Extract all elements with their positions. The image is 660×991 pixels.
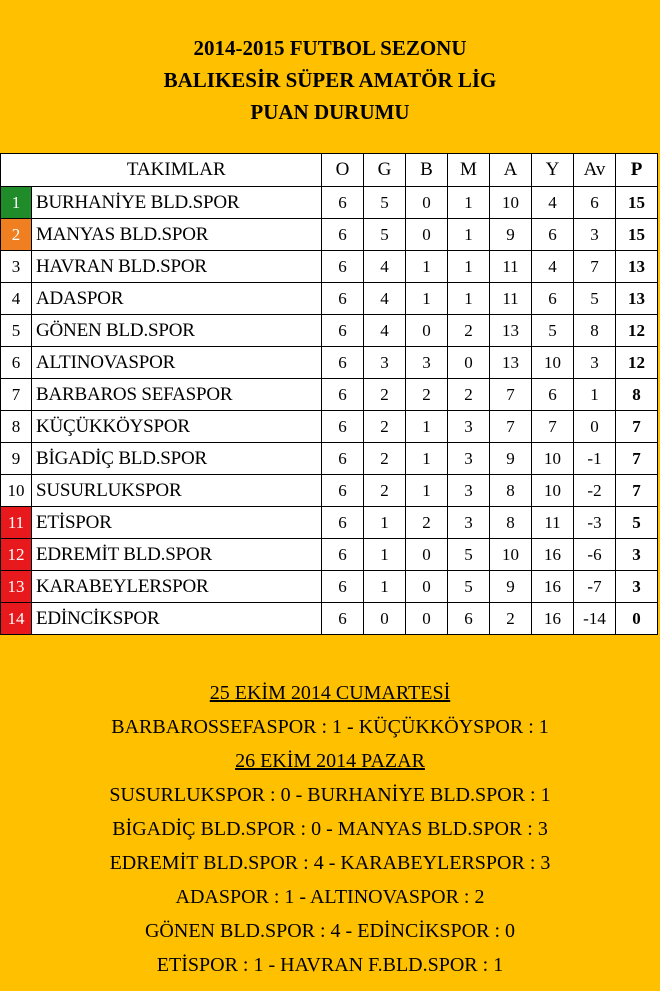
points-cell: 7 bbox=[616, 475, 658, 507]
goals-against-cell: 10 bbox=[532, 347, 574, 379]
goals-against-cell: 4 bbox=[532, 251, 574, 283]
rank-cell: 10 bbox=[1, 475, 32, 507]
won-cell: 2 bbox=[364, 475, 406, 507]
lost-cell: 2 bbox=[448, 379, 490, 411]
column-header-goal-difference: Av bbox=[574, 154, 616, 187]
goals-against-cell: 6 bbox=[532, 379, 574, 411]
points-cell: 15 bbox=[616, 187, 658, 219]
goal-difference-cell: 1 bbox=[574, 379, 616, 411]
won-cell: 3 bbox=[364, 347, 406, 379]
column-header-won: G bbox=[364, 154, 406, 187]
drawn-cell: 2 bbox=[406, 379, 448, 411]
goals-for-cell: 7 bbox=[490, 411, 532, 443]
rank-cell: 3 bbox=[1, 251, 32, 283]
match-result: SUSURLUKSPOR : 0 - BURHANİYE BLD.SPOR : 1 bbox=[109, 784, 551, 806]
match-result: BİGADİÇ BLD.SPOR : 0 - MANYAS BLD.SPOR : 3 bbox=[112, 818, 548, 840]
drawn-cell: 1 bbox=[406, 283, 448, 315]
goals-for-cell: 7 bbox=[490, 379, 532, 411]
goals-against-cell: 6 bbox=[532, 283, 574, 315]
points-cell: 8 bbox=[616, 379, 658, 411]
column-header-points: P bbox=[616, 154, 658, 187]
goals-against-cell: 4 bbox=[532, 187, 574, 219]
match-result: ADASPOR : 1 - ALTINOVASPOR : 2 bbox=[175, 886, 485, 908]
goals-for-cell: 13 bbox=[490, 315, 532, 347]
rank-cell: 14 bbox=[1, 603, 32, 635]
rank-cell: 5 bbox=[1, 315, 32, 347]
points-cell: 13 bbox=[616, 251, 658, 283]
played-cell: 6 bbox=[322, 251, 364, 283]
team-name-cell: MANYAS BLD.SPOR bbox=[32, 219, 322, 251]
goals-against-cell: 11 bbox=[532, 507, 574, 539]
points-cell: 3 bbox=[616, 539, 658, 571]
team-name-cell: ETİSPOR bbox=[32, 507, 322, 539]
team-name-cell: ADASPOR bbox=[32, 283, 322, 315]
table-row bbox=[1, 507, 658, 539]
points-cell: 12 bbox=[616, 347, 658, 379]
won-cell: 2 bbox=[364, 379, 406, 411]
table-row bbox=[1, 571, 658, 603]
team-name-cell: GÖNEN BLD.SPOR bbox=[32, 315, 322, 347]
goal-difference-cell: 5 bbox=[574, 283, 616, 315]
team-name-cell: ALTINOVASPOR bbox=[32, 347, 322, 379]
table-row bbox=[1, 219, 658, 251]
sheet-header bbox=[0, 0, 660, 153]
table-header-row bbox=[1, 154, 658, 187]
goals-against-cell: 10 bbox=[532, 443, 574, 475]
points-cell: 3 bbox=[616, 571, 658, 603]
goals-against-cell: 7 bbox=[532, 411, 574, 443]
lost-cell: 1 bbox=[448, 251, 490, 283]
drawn-cell: 0 bbox=[406, 315, 448, 347]
played-cell: 6 bbox=[322, 603, 364, 635]
goals-for-cell: 13 bbox=[490, 347, 532, 379]
team-name-cell: KARABEYLERSPOR bbox=[32, 571, 322, 603]
table-row bbox=[1, 539, 658, 571]
league-title: BALIKESİR SÜPER AMATÖR LİG bbox=[163, 67, 497, 92]
goals-for-cell: 11 bbox=[490, 283, 532, 315]
goal-difference-cell: -1 bbox=[574, 443, 616, 475]
points-cell: 15 bbox=[616, 219, 658, 251]
rank-cell: 12 bbox=[1, 539, 32, 571]
rank-cell: 4 bbox=[1, 283, 32, 315]
drawn-cell: 2 bbox=[406, 507, 448, 539]
column-header-drawn: B bbox=[406, 154, 448, 187]
team-name-cell: EDREMİT BLD.SPOR bbox=[32, 539, 322, 571]
drawn-cell: 1 bbox=[406, 475, 448, 507]
won-cell: 5 bbox=[364, 187, 406, 219]
drawn-cell: 0 bbox=[406, 219, 448, 251]
rank-cell: 1 bbox=[1, 187, 32, 219]
played-cell: 6 bbox=[322, 187, 364, 219]
won-cell: 5 bbox=[364, 219, 406, 251]
match-result: GÖNEN BLD.SPOR : 4 - EDİNCİKSPOR : 0 bbox=[144, 920, 516, 942]
lost-cell: 1 bbox=[448, 219, 490, 251]
goals-for-cell: 9 bbox=[490, 443, 532, 475]
drawn-cell: 0 bbox=[406, 187, 448, 219]
match-result: BARBAROSSEFASPOR : 1 - KÜÇÜKKÖYSPOR : 1 bbox=[111, 716, 549, 738]
season-title: 2014-2015 FUTBOL SEZONU bbox=[193, 35, 467, 60]
won-cell: 4 bbox=[364, 251, 406, 283]
drawn-cell: 1 bbox=[406, 443, 448, 475]
won-cell: 1 bbox=[364, 571, 406, 603]
goal-difference-cell: -14 bbox=[574, 603, 616, 635]
won-cell: 1 bbox=[364, 539, 406, 571]
rank-header bbox=[1, 154, 32, 187]
lost-cell: 3 bbox=[448, 411, 490, 443]
matchday-date: 25 EKİM 2014 CUMARTESİ bbox=[209, 682, 451, 704]
lost-cell: 1 bbox=[448, 187, 490, 219]
won-cell: 0 bbox=[364, 603, 406, 635]
goal-difference-cell: 3 bbox=[574, 347, 616, 379]
lost-cell: 0 bbox=[448, 347, 490, 379]
points-cell: 13 bbox=[616, 283, 658, 315]
goal-difference-cell: -7 bbox=[574, 571, 616, 603]
drawn-cell: 0 bbox=[406, 603, 448, 635]
goals-against-cell: 16 bbox=[532, 603, 574, 635]
points-cell: 12 bbox=[616, 315, 658, 347]
table-row bbox=[1, 411, 658, 443]
table-row bbox=[1, 379, 658, 411]
played-cell: 6 bbox=[322, 315, 364, 347]
goals-for-cell: 9 bbox=[490, 571, 532, 603]
match-results bbox=[0, 676, 660, 982]
lost-cell: 3 bbox=[448, 507, 490, 539]
points-cell: 7 bbox=[616, 443, 658, 475]
rank-cell: 2 bbox=[1, 219, 32, 251]
points-cell: 0 bbox=[616, 603, 658, 635]
table-row bbox=[1, 603, 658, 635]
table-row bbox=[1, 251, 658, 283]
played-cell: 6 bbox=[322, 219, 364, 251]
team-name-cell: BİGADİÇ BLD.SPOR bbox=[32, 443, 322, 475]
column-header-team: TAKIMLAR bbox=[32, 154, 322, 187]
goals-for-cell: 8 bbox=[490, 507, 532, 539]
column-header-goals-against: Y bbox=[532, 154, 574, 187]
goal-difference-cell: 7 bbox=[574, 251, 616, 283]
lost-cell: 5 bbox=[448, 571, 490, 603]
team-name-cell: BARBAROS SEFASPOR bbox=[32, 379, 322, 411]
match-result: ETİSPOR : 1 - HAVRAN F.BLD.SPOR : 1 bbox=[156, 954, 504, 976]
goal-difference-cell: 6 bbox=[574, 187, 616, 219]
played-cell: 6 bbox=[322, 411, 364, 443]
rank-cell: 7 bbox=[1, 379, 32, 411]
goal-difference-cell: -6 bbox=[574, 539, 616, 571]
won-cell: 1 bbox=[364, 507, 406, 539]
team-name-cell: SUSURLUKSPOR bbox=[32, 475, 322, 507]
table-row bbox=[1, 315, 658, 347]
goals-against-cell: 16 bbox=[532, 571, 574, 603]
standings-body bbox=[1, 187, 658, 635]
played-cell: 6 bbox=[322, 475, 364, 507]
won-cell: 4 bbox=[364, 283, 406, 315]
lost-cell: 1 bbox=[448, 283, 490, 315]
match-result: EDREMİT BLD.SPOR : 4 - KARABEYLERSPOR : 3 bbox=[109, 852, 551, 874]
goals-for-cell: 9 bbox=[490, 219, 532, 251]
team-name-cell: KÜÇÜKKÖYSPOR bbox=[32, 411, 322, 443]
played-cell: 6 bbox=[322, 443, 364, 475]
goals-against-cell: 10 bbox=[532, 475, 574, 507]
goals-for-cell: 10 bbox=[490, 539, 532, 571]
matchday-date: 26 EKİM 2014 PAZAR bbox=[235, 750, 425, 772]
team-name-cell: BURHANİYE BLD.SPOR bbox=[32, 187, 322, 219]
lost-cell: 5 bbox=[448, 539, 490, 571]
won-cell: 4 bbox=[364, 315, 406, 347]
table-row bbox=[1, 283, 658, 315]
drawn-cell: 0 bbox=[406, 571, 448, 603]
goal-difference-cell: 0 bbox=[574, 411, 616, 443]
rank-cell: 8 bbox=[1, 411, 32, 443]
won-cell: 2 bbox=[364, 443, 406, 475]
drawn-cell: 3 bbox=[406, 347, 448, 379]
drawn-cell: 1 bbox=[406, 251, 448, 283]
played-cell: 6 bbox=[322, 507, 364, 539]
played-cell: 6 bbox=[322, 379, 364, 411]
played-cell: 6 bbox=[322, 347, 364, 379]
played-cell: 6 bbox=[322, 539, 364, 571]
rank-cell: 6 bbox=[1, 347, 32, 379]
goal-difference-cell: -3 bbox=[574, 507, 616, 539]
goals-for-cell: 2 bbox=[490, 603, 532, 635]
won-cell: 2 bbox=[364, 411, 406, 443]
played-cell: 6 bbox=[322, 571, 364, 603]
goal-difference-cell: 8 bbox=[574, 315, 616, 347]
goal-difference-cell: 3 bbox=[574, 219, 616, 251]
table-row bbox=[1, 347, 658, 379]
goals-for-cell: 8 bbox=[490, 475, 532, 507]
lost-cell: 2 bbox=[448, 315, 490, 347]
team-name-cell: EDİNCİKSPOR bbox=[32, 603, 322, 635]
goals-for-cell: 11 bbox=[490, 251, 532, 283]
played-cell: 6 bbox=[322, 283, 364, 315]
rank-cell: 11 bbox=[1, 507, 32, 539]
team-name-cell: HAVRAN BLD.SPOR bbox=[32, 251, 322, 283]
rank-cell: 9 bbox=[1, 443, 32, 475]
table-row bbox=[1, 187, 658, 219]
column-header-goals-for: A bbox=[490, 154, 532, 187]
lost-cell: 3 bbox=[448, 475, 490, 507]
rank-cell: 13 bbox=[1, 571, 32, 603]
goal-difference-cell: -2 bbox=[574, 475, 616, 507]
goals-for-cell: 10 bbox=[490, 187, 532, 219]
column-header-played: O bbox=[322, 154, 364, 187]
column-header-lost: M bbox=[448, 154, 490, 187]
goals-against-cell: 6 bbox=[532, 219, 574, 251]
goals-against-cell: 5 bbox=[532, 315, 574, 347]
points-cell: 7 bbox=[616, 411, 658, 443]
standings-title: PUAN DURUMU bbox=[250, 99, 410, 124]
goals-against-cell: 16 bbox=[532, 539, 574, 571]
drawn-cell: 1 bbox=[406, 411, 448, 443]
table-row bbox=[1, 443, 658, 475]
lost-cell: 3 bbox=[448, 443, 490, 475]
drawn-cell: 0 bbox=[406, 539, 448, 571]
table-row bbox=[1, 475, 658, 507]
standings-table bbox=[0, 153, 658, 635]
points-cell: 5 bbox=[616, 507, 658, 539]
lost-cell: 6 bbox=[448, 603, 490, 635]
